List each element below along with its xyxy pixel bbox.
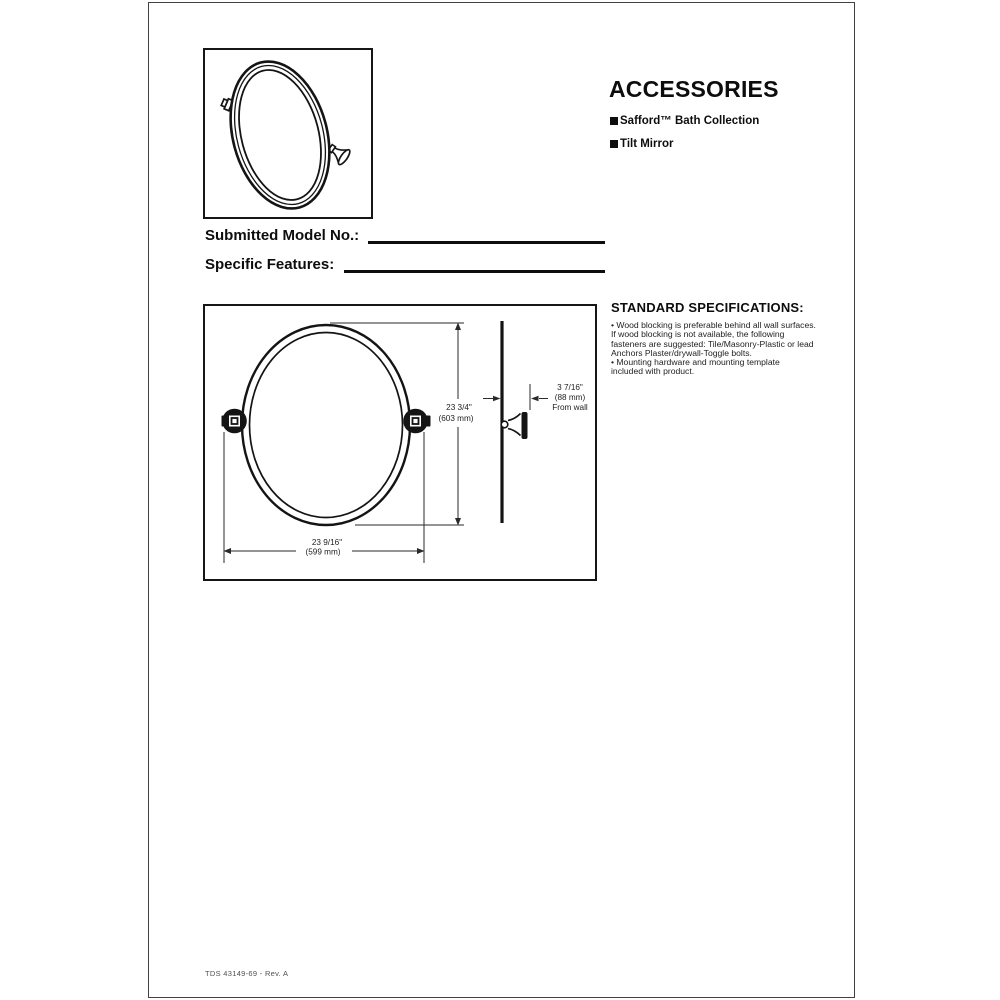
height-imperial-label: 23 3/4" <box>446 403 472 412</box>
depth-imperial-label: 3 7/16" <box>557 383 583 392</box>
specific-features-blank-line <box>344 270 605 273</box>
square-bullet-icon <box>610 140 618 148</box>
tilt-mirror-illustration <box>205 50 371 217</box>
dimension-drawing-box <box>203 304 597 581</box>
document-number: TDS 43149-69 - Rev. A <box>205 969 289 978</box>
spec-line: • Mounting hardware and mounting template <box>611 357 780 368</box>
model-number-label: Submitted Model No.: <box>205 227 360 244</box>
specific-features-label: Specific Features: <box>205 256 335 273</box>
right-pivot-bracket-icon <box>403 409 430 434</box>
spec-line: • Wood blocking is preferable behind all wall surfaces. <box>611 320 816 330</box>
spec-line: included with product. <box>611 366 695 377</box>
left-pivot-bracket-icon <box>222 409 247 434</box>
specs-body <box>611 321 853 377</box>
depth-metric-label: (88 mm) <box>554 393 586 402</box>
product-label: Tilt Mirror <box>620 138 674 150</box>
spec-line: fasteners are suggested: Tile/Masonry-Plastic or lead <box>611 338 814 349</box>
width-imperial-label: 23 9/16" <box>311 538 343 547</box>
width-metric-label: (599 mm) <box>305 547 341 557</box>
specs-heading: STANDARD SPECIFICATIONS: <box>611 300 804 315</box>
front-view <box>222 325 431 525</box>
model-number-blank-line <box>368 241 605 244</box>
dimension-drawing <box>205 306 595 579</box>
spec-line: Anchors Plaster/drywall-Toggle bolts. <box>611 347 752 358</box>
side-post-icon <box>508 414 521 436</box>
spec-line: If wood blocking is not available, the following <box>611 329 785 340</box>
product-illustration-box <box>203 48 373 219</box>
page-title: ACCESSORIES <box>609 76 779 102</box>
depth-dimension <box>483 384 548 410</box>
collection-label: Safford™ Bath Collection <box>620 115 760 127</box>
depth-note-label: From wall <box>552 403 588 412</box>
oval-mirror-icon <box>215 50 345 217</box>
height-metric-label: (603 mm) <box>438 414 474 423</box>
collection-line <box>610 115 759 127</box>
side-view <box>501 321 527 523</box>
square-bullet-icon <box>610 117 618 125</box>
product-line <box>610 138 673 150</box>
